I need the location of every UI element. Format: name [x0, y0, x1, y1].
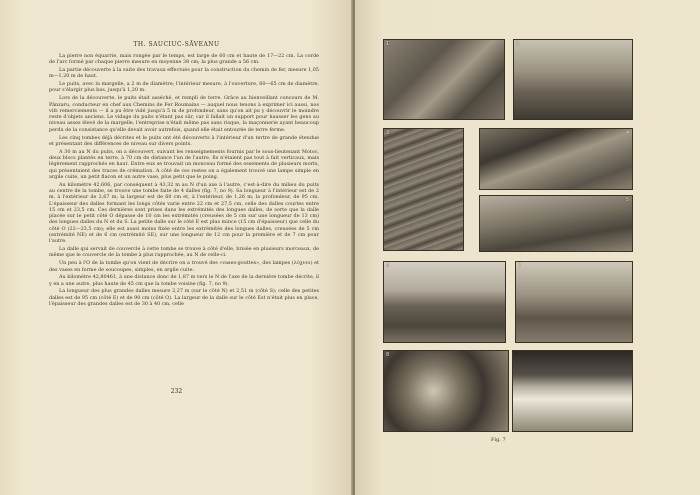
photo-number: 5 [625, 197, 629, 203]
figure-caption: Fig. 7 [491, 437, 506, 443]
photo-1 [383, 39, 505, 120]
photo-8 [383, 350, 509, 432]
paragraph: La pierre non équarrie, mais rongée par le temps, est large de 60 cm et haute de 17—22 cm. La corde de l'arc formé par chaque pierre mesure en moyenne 38 cm; la plus grande a 56 cm. [49, 53, 319, 66]
body-text [49, 53, 319, 378]
photo-number: 7 [518, 263, 522, 269]
photo-number: 1 [386, 41, 390, 47]
photo-9 [512, 350, 633, 432]
photo-4 [479, 128, 633, 190]
photo-number: 3 [386, 130, 390, 136]
paragraph: La longueur des plus grandes dalles mesure 2,27 m (sur le côté N) et 2,51 m (côté S); celle des petites dalles est de 95 cm (côté E) et de 90 cm (côté O). La largeur de la dalle sur le côté Est n'était plus en place, l'épaisseur des grandes dalles est de 30 à 40 cm, celle [49, 288, 319, 307]
photo-5 [479, 195, 633, 252]
running-header: TH. SAUCIUC-SĂVEANU [133, 41, 220, 48]
paragraph: Les cinq tombes déjà décrites et le puits ont été découverts à l'intérieur d'un tertre de grande étendue et présentant des différences de niveau sur divers points. [49, 134, 319, 147]
paragraph: Un peu à l'O de la tombe qu'on vient de décrire on a trouvé des «vases-gouttes», des lampes (λύχνοι) et des vases en forme de soucoupes, simples, en argile cuite. [49, 260, 319, 273]
photo-number: 9 [515, 352, 519, 358]
photo-number: 8 [386, 352, 390, 358]
paragraph: Au kilomètre 42,80461, à une distance donc de 1,87 m vers le N de l'axe de la dernière tombe décrite, il y en a une autre, plus haute de 45 cm que la tombe voisine (fig. 7, no 9). [49, 274, 319, 287]
photo-number: 2 [516, 41, 520, 47]
photo-2 [513, 39, 633, 120]
photo-7 [515, 261, 633, 343]
paragraph: Lors de la découverte, le puits était asséché, et rempli de terre. Grâce au bienveillant concours de M. Pânzaru, conducteur en chef aux Chemins de Fer Roumains — auquel nous tenons à exprimer ici aussi, nos vifs remerciements — il a pu être vidé jusqu'à 5 m de profondeur, sans qu'on ait pu y découvrir le moindre reste d'objets anciens. Le vidage du puits n'étant pas sûr, car il fallait un support pour hausser les gens au niveau assez élevé de la margelle, l'entreprise n'était même pas sans risque, la maçonnerie ayant beaucoup perdu de la consistance qu'elle devait avoir autrefois, quand elle était entourée de terre ferme. [49, 95, 319, 133]
paragraph: Au kilomètre 42,606, par conséquent à 43,32 m au N d'un axe à l'autre, c'est-à-dire du milieu du puits au centre de la tombe, se trouve une tombe faite de 4 dalles (fig. 7, no 9). Sa longueur à l'intérieur est de 2 m, à l'extérieur de 2,67 m; la largeur est de 60 cm et, à l'extérieur, de 1,26 m; la profondeur, de 95 cm. L'épaisseur des dalles formant les longs côtés varie entre 22 cm et 27,5 cm, celle des dalles courtes entre 15 cm et 23,5 cm. Ces dernières sont prises dans les extrémités des longues dalles, de sorte que la dalle placée sur le petit côté O dépasse de 10 cm les extrémités (creusées de 5 cm sur une longueur de 13 cm) des longues dalles du N et du S. La petite dalle sur le côté E est plus mince (15 cm d'épaisseur) que celle du côté O (22—23,5 cm); elle est aussi moins fixée entre les extrémités des longues dalles, creusées de 5 cm (extrémité NE) et de 6 cm (extrémité SE), sur une longueur de 12 cm pour la première et de 7 cm pour l'autre. [49, 181, 319, 245]
photo-6 [383, 261, 506, 343]
paragraph: La dalle qui servait de couvercle à cette tombe se trouve à côté d'elle, brisée en plusieurs morceaux, de même que le couvercle de la tombe à plus rapprochée, au N de celle-ci. [49, 246, 319, 259]
paragraph: La partie découverte à la suite des travaux effectués pour la construction du chemin de fer, mesure 1,05 m—1,20 m de haut. [49, 67, 319, 80]
paragraph: A 30 m au N du puits, on a découvert, suivant les renseignements fournis par le sous-lieutenant Motoc, deux blocs plantés en terre, à 70 cm de distance l'un de l'autre. Ils n'étaient pas tout à fait verticaux, mais légèrement rapprochés en haut. Entre eux se trouvait un monceau formé des ossements de plusieurs morts, qui présentaient des traces de crémation. A côté de ces restes on a également trouvé une lampe simple en argile cuite, un petit flacon et un autre vase, plus petit que le poing. [49, 148, 319, 180]
photo-number: 6 [386, 263, 390, 269]
photo-number: 4 [625, 130, 629, 136]
paragraph: Le puits, avec la margelle, a 2 m de diamètre; l'intérieur mesure, à l'ouverture, 60—65 cm de diamètre, pour s'élargir plus bas, jusqu'à 1,20 m. [49, 81, 319, 94]
page-number: 232 [170, 388, 183, 395]
photo-3 [383, 128, 464, 251]
